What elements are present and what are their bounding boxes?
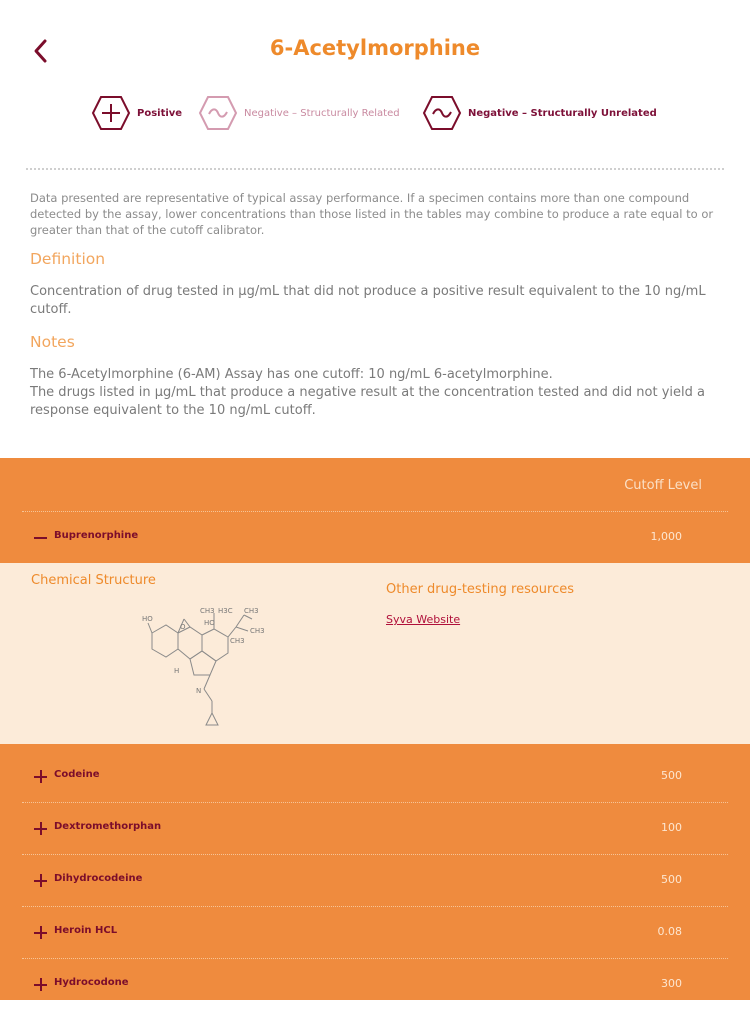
legend-label-related: Negative – Structurally Related — [244, 107, 400, 119]
notes-title: Notes — [30, 333, 75, 351]
chemical-structure-image — [132, 603, 265, 735]
table-row[interactable] — [0, 511, 750, 563]
cutoff-value: 300 — [661, 977, 682, 990]
intro-text: Data presented are representative of typical assay performance. If a specimen contains more than one compound detected by the assay, lower concentrations than those listed in the tables may combine to produce a rate equal to or greater than that of the cutoff calibrator. — [30, 191, 714, 237]
tilde-hexagon-icon — [422, 95, 462, 131]
table-row[interactable] — [0, 958, 750, 1010]
row-divider — [22, 906, 728, 907]
legend-negative-unrelated — [422, 92, 657, 134]
row-divider — [22, 854, 728, 855]
drug-name: Dihydrocodeine — [54, 873, 143, 884]
cutoff-value: 0.08 — [657, 925, 682, 938]
plus-hexagon-icon — [91, 95, 131, 131]
notes-body — [30, 366, 710, 420]
plus-icon[interactable] — [34, 926, 48, 940]
legend-positive — [91, 92, 182, 134]
structure-label: CH3 — [230, 637, 245, 645]
resources-title: Other drug-testing resources — [386, 582, 575, 597]
table-row[interactable] — [0, 854, 750, 906]
plus-icon[interactable] — [34, 978, 48, 992]
drug-name: Codeine — [54, 769, 100, 780]
structure-label: N — [196, 687, 202, 695]
table-row[interactable] — [0, 802, 750, 854]
structure-label: CH3 — [200, 607, 215, 615]
structure-label: HO — [204, 619, 215, 627]
notes-line-2: The drugs listed in µg/mL that produce a negative result at the concentration tested and did not yield a response equivalent to the 10 ng/mL cutoff. — [30, 385, 705, 418]
legend-label-positive: Positive — [137, 107, 183, 119]
drug-name: Hydrocodone — [54, 977, 129, 988]
tilde-hexagon-icon — [198, 95, 238, 131]
minus-icon[interactable] — [34, 531, 48, 545]
legend-negative-related — [198, 92, 400, 134]
structure-label: O — [180, 623, 186, 631]
drug-name: Heroin HCL — [54, 925, 118, 936]
cutoff-value: 500 — [661, 873, 682, 886]
row-divider — [22, 958, 728, 959]
plus-icon[interactable] — [34, 770, 48, 784]
structure-label: H3C — [218, 607, 233, 615]
drug-name: Dextromethorphan — [54, 821, 162, 832]
structure-label: CH3 — [250, 627, 265, 635]
definition-body: Concentration of drug tested in µg/mL that did not produce a positive result equivalent to the 10 ng/mL cutoff. — [30, 284, 706, 317]
row-divider — [22, 511, 728, 512]
legend-label-unrelated: Negative – Structurally Unrelated — [468, 107, 657, 119]
cutoff-value: 100 — [661, 821, 682, 834]
structure-label: H — [174, 667, 180, 675]
drug-name: Buprenorphine — [54, 530, 139, 541]
definition-title: Definition — [30, 250, 106, 268]
plus-icon[interactable] — [34, 874, 48, 888]
header — [0, 0, 750, 100]
column-header-cutoff: Cutoff Level — [624, 478, 702, 493]
legend — [0, 92, 750, 134]
table-row[interactable] — [0, 906, 750, 958]
chemical-structure-title: Chemical Structure — [31, 573, 156, 588]
notes-line-1: The 6-Acetylmorphine (6-AM) Assay has one cutoff: 10 ng/mL 6-acetylmorphine. — [30, 367, 553, 382]
cross-reactivity-table — [0, 458, 750, 1000]
dotted-divider — [26, 168, 724, 170]
plus-icon[interactable] — [34, 822, 48, 836]
structure-label: HO — [142, 615, 153, 623]
cutoff-value: 1,000 — [650, 530, 682, 543]
syva-website-link[interactable]: Syva Website — [386, 613, 461, 626]
row-details — [0, 563, 750, 744]
page-title: 6-Acetylmorphine — [269, 36, 481, 60]
row-divider — [22, 802, 728, 803]
table-row[interactable] — [0, 750, 750, 802]
cutoff-value: 500 — [661, 769, 682, 782]
structure-label: CH3 — [244, 607, 259, 615]
